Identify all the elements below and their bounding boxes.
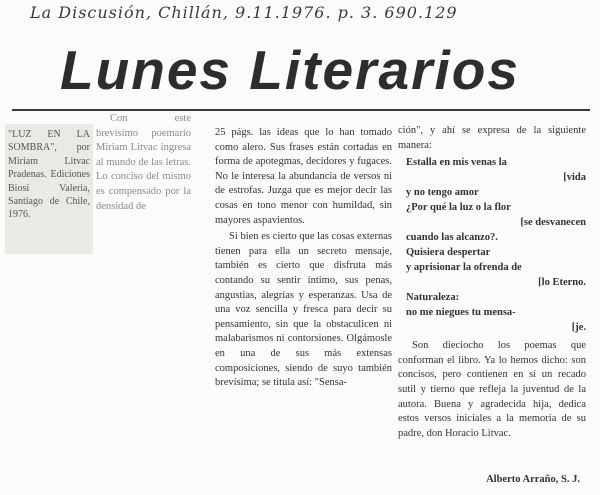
poem-line: y aprisionar la ofrenda de <box>406 262 522 274</box>
quoted-poem <box>406 155 586 335</box>
poem-line: Estalla en mis venas la <box>406 157 507 169</box>
poem-line: Quisiera despertar <box>406 247 491 259</box>
poem-line-continuation: [vida <box>563 172 586 184</box>
book-reference-text: "LUZ EN LA SOMBRA", por Miriam Litvac Pradenas. Ediciones Biosí Valeria, Santiago de Chile, 1976. <box>8 129 90 221</box>
poem-line: no me niegues tu mensa- <box>406 307 516 319</box>
poem-line-continuation: [se desvanecen <box>520 217 586 229</box>
faded-column-text: Con este brevísimo poemario Miriam Litvac ingresa al mundo de las letras. Lo conciso del mismo es compensado por la densidad de <box>96 113 191 212</box>
author-signature: Alberto Arraño, S. J. <box>486 474 580 485</box>
poem-line: Naturaleza: <box>406 292 460 304</box>
column2-paragraph-1: 25 págs. las ideas que lo han tomado como alero. Sus frases están cortadas en forma de apotegmas, decidores y fugaces. No le interesa la abundancia de versos ni de estrofas. Juzga que es mejor decir las cosas en tono menor con humildad, sin mayores aspavientos. <box>215 127 392 226</box>
poem-line: cuando las alcanzo?. <box>406 232 498 244</box>
poem-line-continuation: [je. <box>571 322 586 334</box>
column2-paragraph-2: Si bien es cierto que las cosas externas tienen para ella un secreto mensaje, también es cierto que disfruta más contando su sentir íntimo, sus penas, angustias, alegrías y esperanzas. Usa de una voz sencilla y fresca para decir su pensamiento, sin que la obstaculicen ni malabarismos ni contorsiones. Olgámosle en una de sus más extensas composiciones, siendo de suyo también brevísima; se titula así: "Sensa- <box>215 231 392 389</box>
handwritten-source-note: La Discusión, Chillán, 9.11.1976. p. 3. 690.129 <box>30 3 458 22</box>
review-column-3 <box>398 124 586 441</box>
book-reference-box <box>5 124 93 254</box>
section-title: Lunes Literarios <box>60 39 520 101</box>
column3-closing: Son dieciocho los poemas que conforman el libro. Ya lo hemos dicho: son concisos, pero contienen en sí un recado sutil y tierno que refleja la juventud de la autora. Buena y agradecida hija, dedica estos versos iniciales a la memoria de su padre, don Horacio Litvac. <box>398 340 586 439</box>
faded-column <box>96 112 191 214</box>
poem-line: y no tengo amor <box>406 187 479 199</box>
column3-intro: ción", y ahí se expresa de la siguiente manera: <box>398 125 586 151</box>
poem-line: ¿Por qué la luz o la flor <box>406 202 511 214</box>
title-rule <box>12 109 590 111</box>
poem-line-continuation: [lo Eterno. <box>538 277 586 289</box>
review-column-2 <box>215 126 392 391</box>
